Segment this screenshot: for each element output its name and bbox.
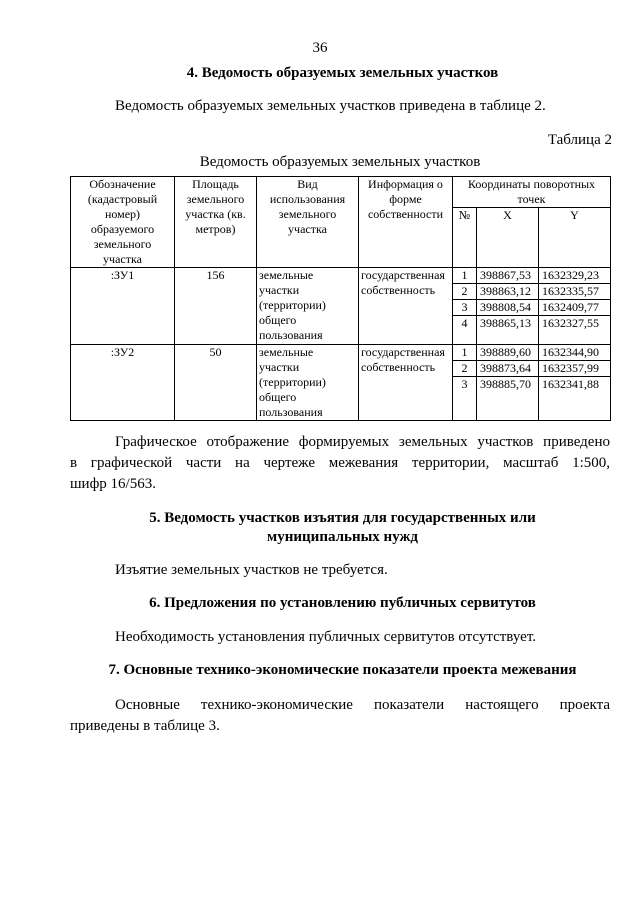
cell-designation: :ЗУ2 [71, 345, 175, 421]
page-number: 36 [312, 40, 328, 56]
cell-y: 1632341,88 [539, 377, 611, 421]
cell-x: 398808,54 [477, 300, 539, 316]
cell-x: 398889,60 [477, 345, 539, 361]
header-y: Y [539, 208, 611, 268]
header-designation: Обозначение (кадастровый номер) образуемого земельного участка [71, 177, 175, 268]
table-header-row [71, 177, 611, 208]
header-no: № [453, 208, 477, 268]
graphic-note-line-1: Графическое отображение формируемых земельных участков приведено [115, 434, 610, 450]
cell-y: 1632344,90 [539, 345, 611, 361]
cell-point-no: 3 [453, 300, 477, 316]
cell-y: 1632329,23 [539, 268, 611, 284]
header-area: Площадь земельного участка (кв. метров) [175, 177, 257, 268]
cell-point-no: 4 [453, 316, 477, 345]
section-5-title-line-2: муниципальных нужд [267, 529, 418, 545]
section-6-title: 6. Предложения по установлению публичных сервитутов [149, 595, 536, 611]
section-5-text: Изъятие земельных участков не требуется. [115, 562, 388, 578]
section-7-text-line-2: приведены в таблице 3. [70, 718, 220, 734]
header-x: X [477, 208, 539, 268]
section-4-intro: Ведомость образуемых земельных участков приведена в таблице 2. [115, 98, 546, 114]
cell-ownership: государственная собственность [359, 268, 453, 345]
cell-point-no: 1 [453, 268, 477, 284]
graphic-note-line-3: шифр 16/563. [70, 476, 156, 492]
cell-x: 398865,13 [477, 316, 539, 345]
parcels-table [70, 176, 611, 421]
cell-point-no: 2 [453, 284, 477, 300]
graphic-note-line-2: в графической части на чертеже межевания территории, масштаб 1:500, [70, 455, 610, 471]
section-4-title: 4. Ведомость образуемых земельных участков [186, 65, 499, 81]
section-5-title-line-1: 5. Ведомость участков изъятия для государственных или [149, 510, 536, 526]
header-use: Вид использования земельного участка [257, 177, 359, 268]
cell-use: земельные участки (территории) общего пользования [257, 345, 359, 421]
cell-point-no: 1 [453, 345, 477, 361]
cell-area: 156 [175, 268, 257, 345]
table-title: Ведомость образуемых земельных участков [199, 154, 481, 170]
section-6-text: Необходимость установления публичных сервитутов отсутствует. [115, 629, 537, 645]
cell-point-no: 2 [453, 361, 477, 377]
table-row [71, 345, 611, 361]
cell-use: земельные участки (территории) общего пользования [257, 268, 359, 345]
cell-point-no: 3 [453, 377, 477, 421]
cell-ownership: государственная собственность [359, 345, 453, 421]
cell-x: 398873,64 [477, 361, 539, 377]
cell-x: 398885,70 [477, 377, 539, 421]
section-7-title: 7. Основные технико-экономические показатели проекта межевания [108, 662, 577, 678]
cell-y: 1632409,77 [539, 300, 611, 316]
header-coords: Координаты поворотных точек [453, 177, 611, 208]
cell-y: 1632335,57 [539, 284, 611, 300]
table-row [71, 268, 611, 284]
section-7-text-line-1: Основные технико-экономические показатели настоящего проекта [115, 697, 610, 713]
header-ownership: Информация о форме собственности [359, 177, 453, 268]
cell-y: 1632327,55 [539, 316, 611, 345]
cell-y: 1632357,99 [539, 361, 611, 377]
cell-x: 398863,12 [477, 284, 539, 300]
table-label: Таблица 2 [547, 132, 612, 148]
cell-designation: :ЗУ1 [71, 268, 175, 345]
cell-area: 50 [175, 345, 257, 421]
cell-x: 398867,53 [477, 268, 539, 284]
